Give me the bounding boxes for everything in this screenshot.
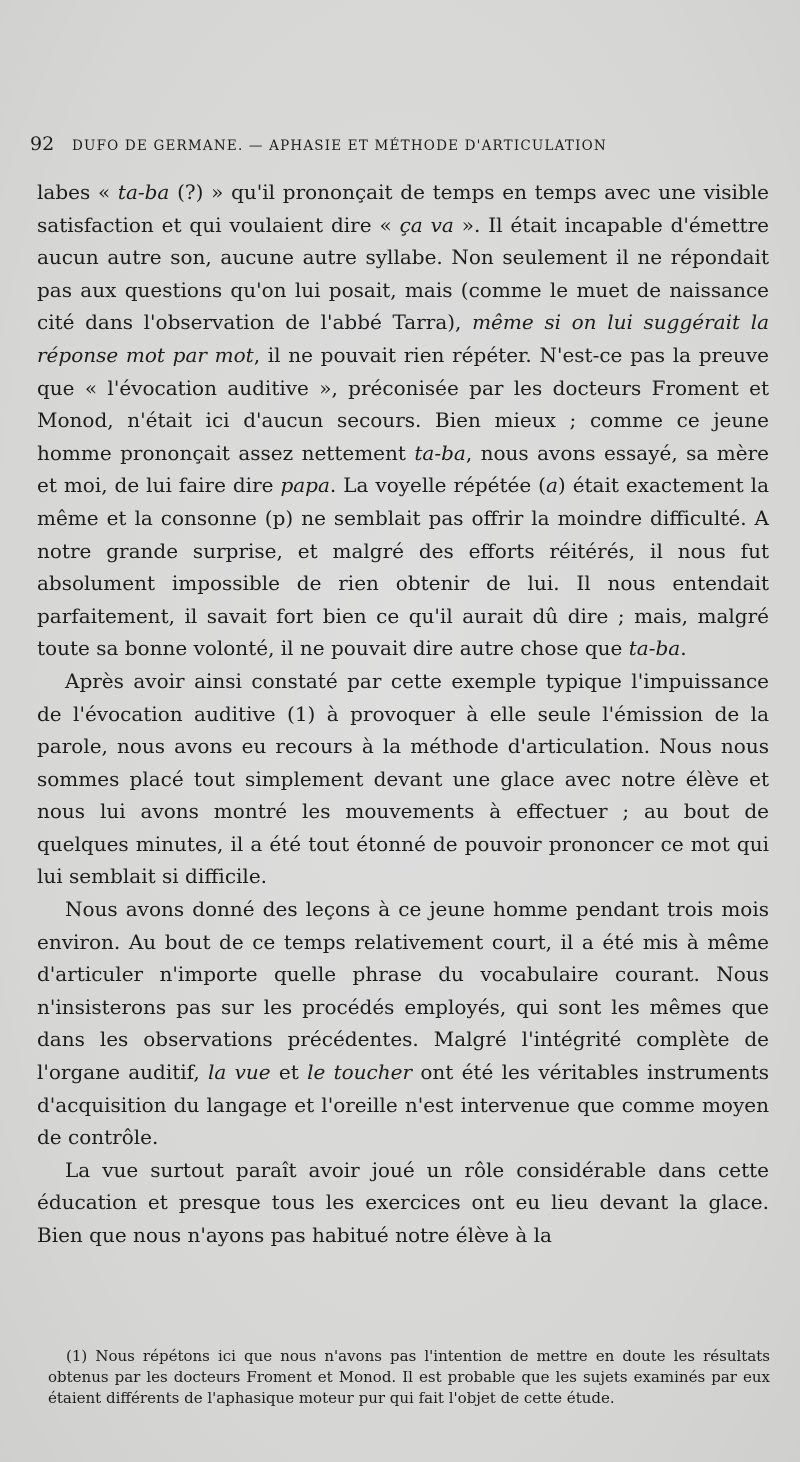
running-title: DUFO DE GERMANE. — APHASIE ET MÉTHODE D'ARTICULATION <box>72 138 607 154</box>
text-run: Après avoir ainsi constaté par cette exemple typique l'impuissance de l'évocation auditive (1) à provoquer à elle seule l'émission de la parole, nous avons eu recours à la méthode d'articulation. Nous nous sommes placé tout simplement devant une glace avec notre élève et nous lui avons montré les mouvements à effectuer ; au bout de quelques minutes, il a été tout étonné de pouvoir prononcer ce mot qui lui semblait si difficile. <box>37 668 769 889</box>
paragraph <box>37 1154 769 1252</box>
italic-text: a <box>545 473 558 498</box>
footnote-text: (1) Nous répétons ici que nous n'avons pas l'intention de mettre en doute les résultats obtenus par les docteurs Froment et Monod. Il est probable que les sujets examinés par eux étaient différents de l'aphasique moteur pur qui fait l'objet de cette étude. <box>48 1347 770 1407</box>
italic-text: ta-ba <box>117 180 170 204</box>
italic-text: même si on lui suggérait la réponse mot par mot <box>37 310 770 367</box>
page-number: 92 <box>30 133 55 155</box>
text-run: ) était exactement la même et la consonne (p) ne semblait pas offrir la moindre difficulté. A notre grande surprise, et malgré des efforts réitérés, il nous fut absolument impossible de rien obtenir de lui. Il nous entendait parfaitement, il savait fort bien ce qu'il aurait dû dire ; mais, malgré toute sa bonne volonté, il ne pouvait dire autre chose que <box>37 473 769 661</box>
paragraph <box>37 665 769 893</box>
text-run: labes « <box>37 180 118 204</box>
text-run: et <box>270 1060 308 1085</box>
italic-text: papa <box>280 473 330 498</box>
main-text <box>37 176 769 1252</box>
text-run: Nous avons donné des leçons à ce jeune homme pendant trois mois environ. Au bout de ce temps relativement court, il a été mis à même d'articuler n'importe quelle phrase du vocabulaire courant. Nous n'insisterons pas sur les procédés employés, qui sont les mêmes que dans les observations précédentes. Malgré l'intégrité complète de l'organe auditif, <box>37 897 769 1085</box>
italic-text: ta-ba <box>414 440 466 465</box>
text-run: . La voyelle répétée ( <box>329 473 546 498</box>
paragraph <box>37 893 769 1154</box>
text-run: , il ne pouvait rien répéter. N'est-ce pas la preuve que « l'évocation auditive », préconisée par les docteurs Froment et Monod, n'était ici d'aucun secours. Bien mieux ; comme ce jeune homme prononçait assez nettement <box>37 342 769 465</box>
running-header <box>30 133 770 155</box>
italic-text: la vue <box>208 1060 271 1085</box>
footnote <box>48 1346 770 1409</box>
text-run: . <box>680 636 687 661</box>
text-run: ». Il était incapable d'émettre aucun autre son, aucune autre syllabe. Non seulement il ne répondait pas aux questions qu'on lui posait, mais (comme le muet de naissance cité dans l'observation de l'abbé Tarra), <box>37 212 769 335</box>
text-run: La vue surtout paraît avoir joué un rôle considérable dans cette éducation et presque tous les exercices ont eu lieu devant la glace. Bien que nous n'ayons pas habitué notre élève à la <box>37 1157 769 1247</box>
italic-text: ta-ba <box>628 636 681 661</box>
text-run: , nous avons essayé, sa mère et moi, de lui faire dire <box>37 440 769 498</box>
text-run: (?) » qu'il prononçait de temps en temps avec une visible satisfaction et qui voulaient dire « <box>37 180 769 237</box>
paragraph <box>37 176 769 665</box>
italic-text: le toucher <box>307 1060 413 1085</box>
text-run: ont été les véritables instruments d'acquisition du langage et l'oreille n'est intervenue que comme moyen de contrôle. <box>37 1060 769 1150</box>
italic-text: ça va <box>399 212 454 237</box>
